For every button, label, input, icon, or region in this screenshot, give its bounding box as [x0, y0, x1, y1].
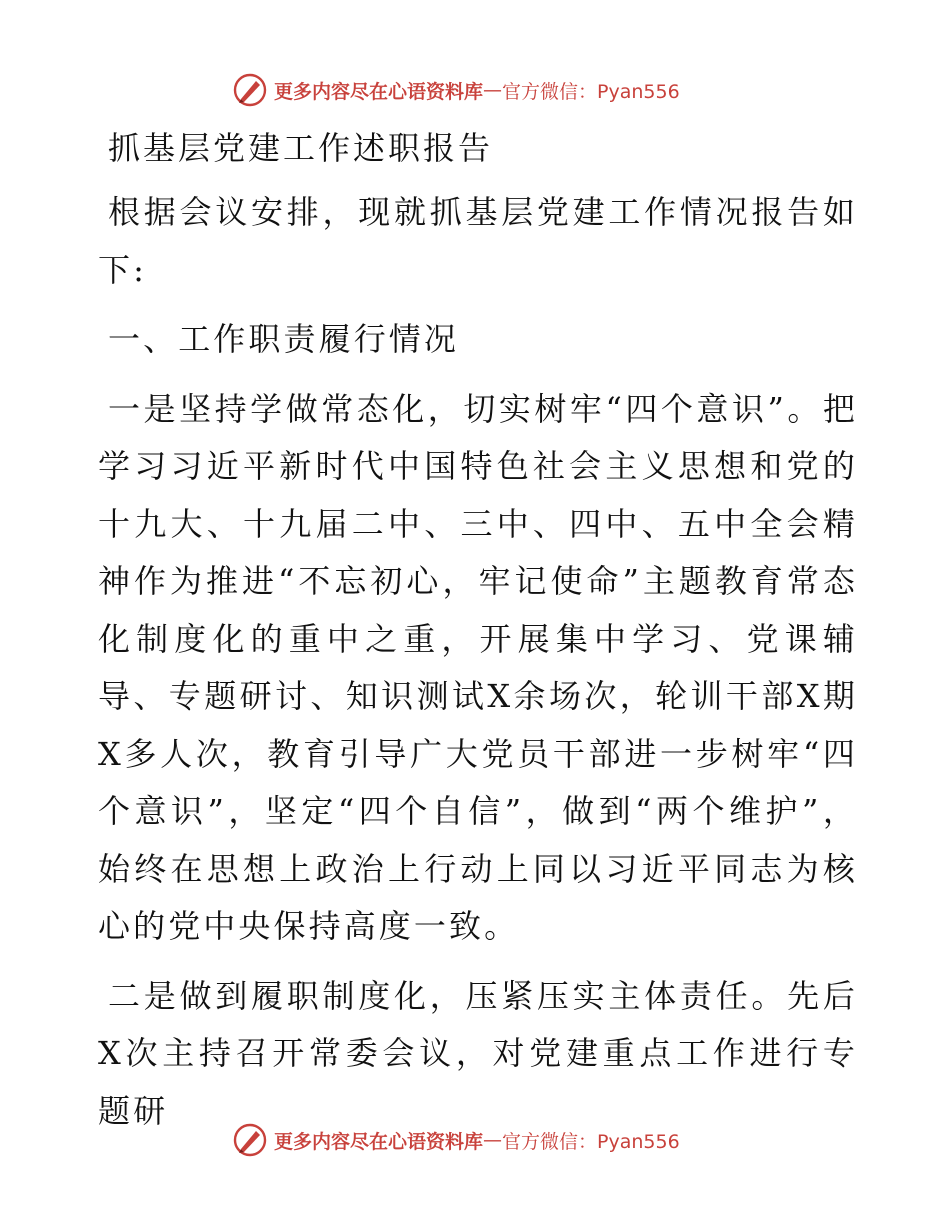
header-watermark-banner	[232, 68, 680, 112]
pen-logo-icon	[232, 72, 268, 108]
watermark-wechat: 官方微信：Pyan556	[502, 80, 680, 103]
watermark-text: 更多内容尽在心语资料库	[274, 80, 484, 103]
pen-logo-icon	[232, 1122, 268, 1158]
section-heading: 一、工作职责履行情况	[108, 320, 460, 358]
watermark-separator: —	[483, 1129, 503, 1151]
watermark-text: 更多内容尽在心语资料库	[274, 1130, 484, 1153]
intro-paragraph: 根据会议安排，现就抓基层党建工作情况报告如下:	[98, 193, 858, 289]
document-body	[98, 122, 858, 1152]
watermark-separator: —	[483, 79, 503, 101]
document-title: 抓基层党建工作述职报告	[108, 129, 494, 167]
body-paragraph-2: 二是做到履职制度化，压紧压实主体责任。先后X次主持召开常委会议，对党建重点工作进行专题研	[98, 976, 858, 1130]
body-paragraph-1: 一是坚持学做常态化，切实树牢“四个意识”。把学习习近平新时代中国特色社会主义思想和党的十九大、十九届二中、三中、四中、五中全会精神作为推进“不忘初心，牢记使命”主题教育常态化制度化的重中之重，开展集中学习、党课辅导、专题研讨、知识测试X余场次，轮训干部X期X多人次，教育引导广大党员干部进一步树牢“四个意识”，坚定“四个自信”，做到“两个维护”，始终在思想上政治上行动上同以习近平同志为核心的党中央保持高度一致。	[98, 389, 858, 945]
footer-watermark-banner	[232, 1118, 680, 1162]
watermark-wechat: 官方微信：Pyan556	[502, 1130, 680, 1153]
